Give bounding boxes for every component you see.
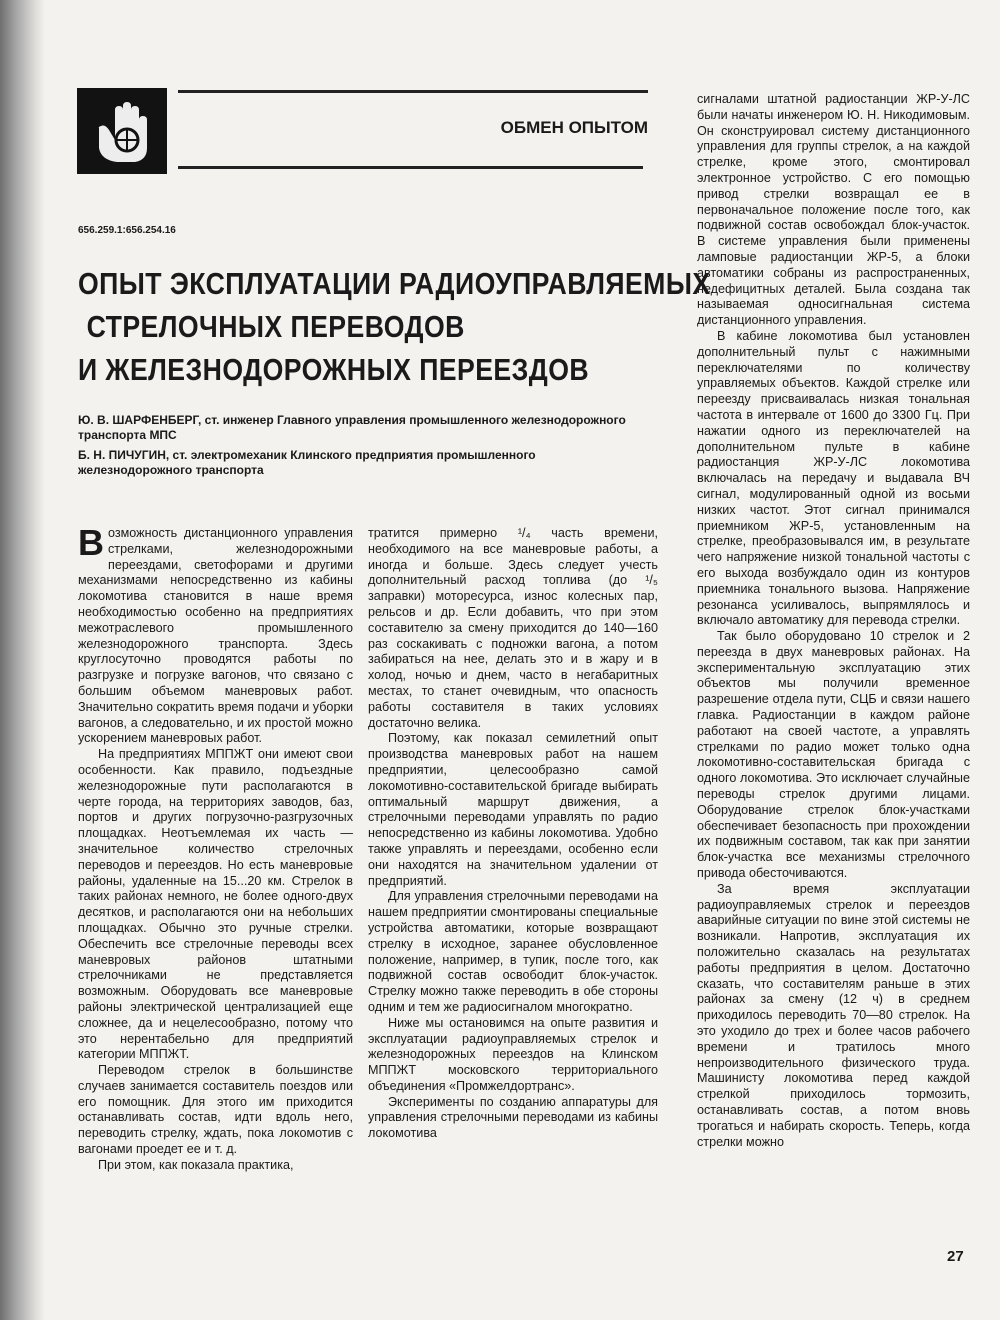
paragraph: Так было оборудовано 10 стрелок и 2 переезда в двух маневровых районах. На экспериментальную эксплуатацию этих объектов мы получили временное разрешение отдела пути, СЦБ и связи нашего главка. Радиостанции в каждом районе работают на своей частоте, а управлять стрелками по радио может только одна локомотивно-составительская бригада с одного локомотива. Это исключает случайные переводы стрелок другими лицами. Оборудование стрелок блок-участками обеспечивает безопасность при прохождении их подвижным составом, так как при занятии блок-участка все механизмы стрелочного привода обесточиваются.	[697, 629, 970, 881]
text-column-3	[697, 92, 970, 1150]
text-column-1	[78, 522, 353, 1174]
paragraph: Для управления стрелочными переводами на нашем предприятии смонтированы специальные устройства автоматики, которые возвращают стрелку в исходное, заранее обусловленное положение, например, в тупик, после того, как подвижной состав освободит блок-участок. Стрелку можно также переводить в обе стороны одним и тем же радиосигналом многократно.	[368, 889, 658, 1014]
paragraph: Переводом стрелок в большинстве случаев занимается составитель поездов или его помощник. Для этого им приходится останавливать состав, идти вдоль него, переводить стрелку, ждать, пока локомотив с вагонами проедет ее и т. д.	[78, 1063, 353, 1157]
paragraph: Ниже мы остановимся на опыте развития и эксплуатации радиоуправляемых стрелок и железнодорожных переездов на Клинском МППЖТ московского территориального объединения «Промжелдортранс».	[368, 1015, 658, 1093]
header-top-rule	[178, 90, 648, 93]
page-number: 27	[947, 1248, 964, 1265]
paragraph: Возможность дистанционного управления стрелками, железнодорожными переездами, светофорами и другими механизмами непосредственно из кабины локомотива становится в наше время необходимостью особенно на предприятиях межотраслевого промышленного железнодорожного транспорта. Здесь круглосуточно проводятся работы по разгрузке и погрузке вагонов, что связано с большим объемом маневровых работ. Значительно сократить время подачи и уборки вагонов, а следовательно, и их простой можно ускорением маневровых работ.	[78, 522, 353, 746]
author-line: Ю. В. ШАРФЕНБЕРГ, ст. инженер Главного управления промышленного железнодорожного транспорта МПС	[78, 413, 626, 442]
title-line: СТРЕЛОЧНЫХ ПЕРЕВОДОВ	[86, 309, 465, 344]
paragraph: сигналами штатной радиостанции ЖР-У-ЛС были начаты инженером Ю. Н. Никодимовым. Он сконструировал систему дистанционного управления для группы стрелок, а на каждой стрелке, кроме этого, смонтировал электронное устройство. С его помощью привод стрелки возвращал ее в первоначальное положение после того, как подвижной состав освобождал блок-участок. В системе управления были применены ламповые радиостанции ЖР-5, а блоки автоматики собраны из распространенных, недефицитных деталей. Была создана так называемая односигнальная система дистанционного управления.	[697, 92, 970, 328]
authors-block	[78, 413, 653, 483]
article-title	[78, 262, 711, 391]
header-bottom-rule	[178, 166, 643, 169]
paragraph: Эксперименты по созданию аппаратуры для управления стрелочными переводами из кабины локомотива	[368, 1094, 658, 1141]
text-column-2	[368, 526, 658, 1142]
section-label: ОБМЕН ОПЫТОМ	[500, 118, 648, 137]
paragraph: За время эксплуатации радиоуправляемых стрелок и переездов аварийные ситуации по вине этой системы не возникали. Напротив, эксплуатация их положительно сказалась на результатах работы предприятия в целом. Достаточно сказать, что составителям раньше в этих районах за смену (12 ч) в среднем приходилось переводить 70—80 стрелок. На это уходило до трех и более часов рабочего времени и тратилось много непроизводительного физического труда. Машинисту локомотива перед каждой стрелкой приходилось тормозить, останавливать состав, а потом вновь трогаться и набирать скорость. Теперь, когда стрелки можно	[697, 881, 970, 1149]
author-line: Б. Н. ПИЧУГИН, ст. электромеханик Клинского предприятия промышленного железнодорожного транспорта	[78, 448, 536, 477]
title-line: ОПЫТ ЭКСПЛУАТАЦИИ РАДИОУПРАВЛЯЕМЫХ	[78, 266, 711, 301]
scan-edge-shadow	[0, 0, 45, 1320]
paragraph: Поэтому, как показал семилетний опыт производства маневровых работ на нашем предприятии, целесообразно самой локомотивно-составительской бригаде выбирать оптимальный маршрут движения, а стрелочными переводами управлять по радио непосредственно из кабины локомотива. Удобно также управлять и переездами, особенно если они находятся на значительном удалении от предприятий.	[368, 731, 658, 888]
drop-cap: В	[78, 522, 104, 563]
udc-code: 656.259.1:656.254.16	[78, 225, 176, 236]
paragraph: При этом, как показала практика,	[98, 1157, 294, 1172]
hand-emblem-icon	[77, 88, 167, 174]
title-line: И ЖЕЛЕЗНОДОРОЖНЫХ ПЕРЕЕЗДОВ	[78, 352, 590, 387]
paragraph: На предприятиях МППЖТ они имеют свои особенности. Как правило, подъездные железнодорожные пути располагаются в черте города, на территориях заводов, баз, портов и других погрузочно-разгрузочных площадках. Неотъемлемая их часть — значительное количество стрелочных переводов и переездов. Но есть маневровые районы, удаленные на 15...20 км. Стрелок в таких районах немного, не более одного-двух десятков, и располагаются они на небольших площадках. Обычно это ручные стрелки. Обеспечить все стрелочные переводы всех маневровых районов штатными стрелочниками не представляется возможным. Оборудовать все маневровые районы электрической централизацией еще сложнее, да и нецелесообразно, потому что это нерентабельно для предприятий категории МППЖТ.	[78, 747, 353, 1062]
paragraph: В кабине локомотива был установлен дополнительный пульт с нажимными переключателями по количеству управляемых объектов. Каждой стрелке или переезду присваивалась низкая тональная частота в интервале от 1600 до 3300 Гц. При нажатии одного из переключателей на дополнительном пульте в кабине радиостанция ЖР-У-ЛС локомотива включалась на передачу и выдавала ВЧ сигнал, модулированный одной из восьми низких частот. Этот сигнал принимался приемником ЖР-5, установленным на стрелке, преобразовывался им, в результате чего напряжение низкой тональной частоты с его выхода возбуждало один из контуров приемника тонального вызова. Напряжение резонанса усиливалось, выпрямлялось и включало автоматику для перевода стрелки.	[697, 328, 970, 628]
paragraph: тратится примерно ¹/₄ часть времени, необходимого на все маневровые работы, а иногда и больше. Здесь следует учесть дополнительный расход топлива (до ¹/₅ заправки) моторесурса, износ колесных пар, рельсов и др. Если добавить, что при этом составителю за смену приходится до 140—160 раз соскакивать с подножки вагона, а потом забираться на нее, делать это и в жару и в холод, ночью и днем, часто в негабаритных местах, то станет очевидным, что опасность работы составителя в таких условиях достаточно велика.	[368, 526, 658, 730]
